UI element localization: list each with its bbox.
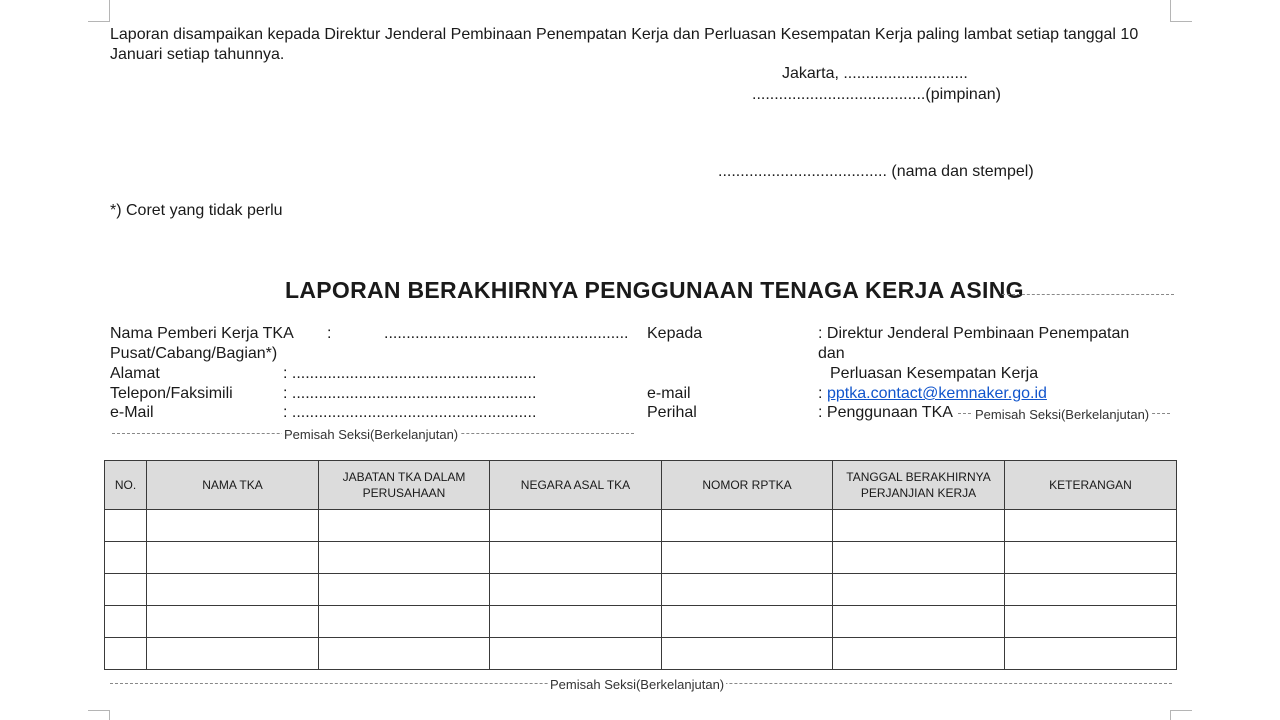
table-row — [105, 574, 1177, 606]
email-link[interactable]: pptka.contact@kemnaker.go.id — [827, 385, 1047, 402]
employer-colon: : — [327, 325, 332, 342]
column-header-position: JABATAN TKA DALAM PERUSAHAAN — [319, 461, 490, 510]
table-cell[interactable] — [105, 574, 147, 606]
right-email-label: e-mail — [647, 385, 691, 402]
table-cell[interactable] — [1005, 510, 1177, 542]
table-row — [105, 510, 1177, 542]
section-break-label: Pemisah Seksi(Berkelanjutan) — [550, 677, 725, 692]
table-cell[interactable] — [147, 574, 319, 606]
table-cell[interactable] — [105, 606, 147, 638]
table-cell[interactable] — [1005, 606, 1177, 638]
subject-label: Perihal — [647, 404, 697, 421]
email-field: : ....................................................... — [283, 404, 537, 421]
to-value-line-3: Perluasan Kesempatan Kerja — [830, 365, 1039, 382]
subject-value: : Penggunaan TKA — [818, 404, 953, 421]
table-cell[interactable] — [490, 574, 662, 606]
to-value-line-1: : Direktur Jenderal Pembinaan Penempatan — [818, 325, 1130, 342]
table-cell[interactable] — [833, 606, 1005, 638]
report-instruction-paragraph: Laporan disampaikan kepada Direktur Jenderal Pembinaan Penempatan Kerja dan Perluasan Kesempatan Kerja paling lambat setiap tanggal 10 Januari setiap tahunnya. — [110, 26, 1139, 63]
table-cell[interactable] — [490, 638, 662, 670]
table-cell[interactable] — [1005, 542, 1177, 574]
employer-field: ....................................................... — [384, 325, 629, 342]
table-cell[interactable] — [662, 510, 833, 542]
table-cell[interactable] — [319, 542, 490, 574]
table-cell[interactable] — [662, 574, 833, 606]
name-stamp-line: ...................................... (nama dan stempel) — [718, 163, 1034, 180]
table-cell[interactable] — [105, 510, 147, 542]
table-cell[interactable] — [662, 542, 833, 574]
table-cell[interactable] — [833, 638, 1005, 670]
phone-field: : ....................................................... — [283, 385, 537, 402]
column-header-rptka: NOMOR RPTKA — [662, 461, 833, 510]
table-cell[interactable] — [662, 638, 833, 670]
column-header-country: NEGARA ASAL TKA — [490, 461, 662, 510]
page-corner-mark — [88, 710, 110, 720]
table-cell[interactable] — [833, 510, 1005, 542]
table-cell[interactable] — [319, 638, 490, 670]
address-field: : ....................................................... — [283, 365, 537, 382]
table-cell[interactable] — [105, 542, 147, 574]
section-break-label: Pemisah Seksi(Berkelanjutan) — [284, 427, 459, 442]
table-cell[interactable] — [833, 574, 1005, 606]
employer-label-2: Pusat/Cabang/Bagian*) — [110, 345, 278, 362]
title-dotted-line — [1002, 294, 1174, 295]
table-cell[interactable] — [147, 510, 319, 542]
column-header-contract-end: TANGGAL BERAKHIRNYA PERJANJIAN KERJA — [833, 461, 1005, 510]
page-corner-mark — [1170, 710, 1192, 720]
tka-table — [104, 460, 1177, 670]
leader-line: .......................................(pimpinan) — [752, 86, 1001, 103]
place-date-line: Jakarta, ............................ — [782, 65, 968, 82]
table-row — [105, 638, 1177, 670]
table-cell[interactable] — [147, 606, 319, 638]
page-title: LAPORAN BERAKHIRNYA PENGGUNAAN TENAGA KERJA ASING — [285, 277, 1024, 303]
table-cell[interactable] — [490, 542, 662, 574]
footnote: *) Coret yang tidak perlu — [110, 202, 283, 219]
address-label: Alamat — [110, 365, 160, 382]
table-cell[interactable] — [105, 638, 147, 670]
right-email-colon: : — [818, 385, 823, 402]
page-corner-mark — [1170, 0, 1192, 22]
table-cell[interactable] — [1005, 574, 1177, 606]
email-label: e-Mail — [110, 404, 154, 421]
table-row — [105, 606, 1177, 638]
phone-label: Telepon/Faksimili — [110, 385, 233, 402]
section-break-label: Pemisah Seksi(Berkelanjutan) — [975, 407, 1150, 422]
table-cell[interactable] — [1005, 638, 1177, 670]
table-cell[interactable] — [490, 606, 662, 638]
table-row — [105, 542, 1177, 574]
table-cell[interactable] — [319, 574, 490, 606]
table-cell[interactable] — [147, 638, 319, 670]
to-label: Kepada — [647, 325, 703, 342]
column-header-notes: KETERANGAN — [1005, 461, 1177, 510]
page-corner-mark — [88, 0, 110, 22]
column-header-name: NAMA TKA — [147, 461, 319, 510]
table-cell[interactable] — [319, 606, 490, 638]
column-header-no: NO. — [105, 461, 147, 510]
employer-label: Nama Pemberi Kerja TKA — [110, 325, 294, 342]
table-cell[interactable] — [833, 542, 1005, 574]
table-cell[interactable] — [319, 510, 490, 542]
table-header-row — [105, 461, 1177, 510]
to-value-line-2: dan — [818, 345, 845, 362]
table-cell[interactable] — [490, 510, 662, 542]
table-cell[interactable] — [662, 606, 833, 638]
table-cell[interactable] — [147, 542, 319, 574]
